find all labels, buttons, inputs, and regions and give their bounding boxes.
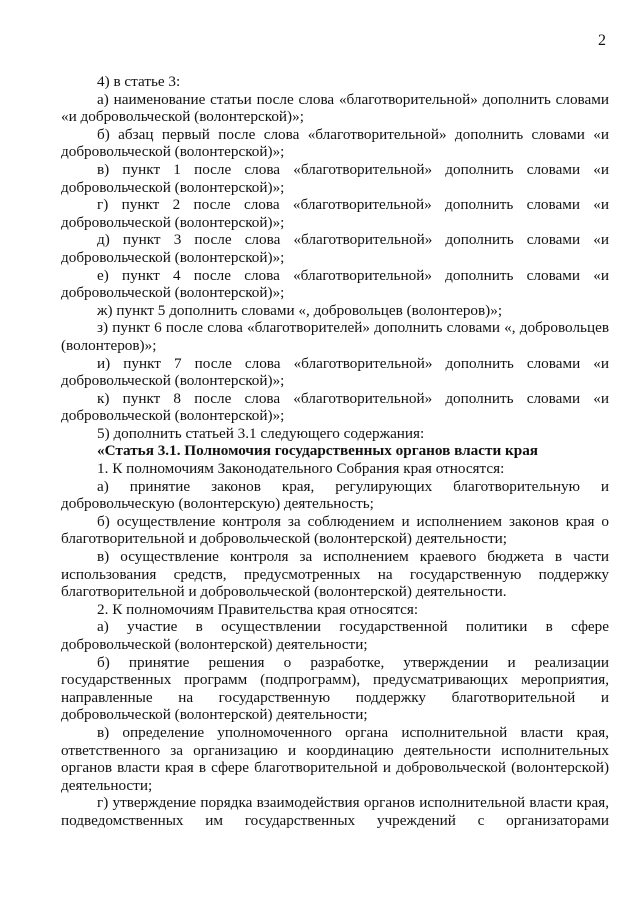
paragraph: 1. К полномочиям Законодательного Собрания края относятся: <box>97 460 505 478</box>
paragraph: в) осуществление контроля за исполнением краевого бюджета в части использования средств, предусмотренных на государственную поддержку благотворительной и добровольческой (волонтерской) деятельности. <box>61 548 609 601</box>
paragraph: 2. К полномочиям Правительства края относятся: <box>97 600 419 618</box>
paragraph: б) принятие решения о разработке, утверждении и реализации государственных программ (подпрограмм), предусматривающих мероприятия, направленные на государственную поддержку благотворительной и добровольческой (волонтерской) деятельности; <box>61 653 609 724</box>
paragraph: г) утверждение порядка взаимодействия органов исполнительной власти края, подведомственных им государственных учреждений с организаторами <box>61 794 609 829</box>
paragraph: в) определение уполномоченного органа исполнительной власти края, ответственного за организацию и координацию деятельности исполнительных органов власти края в сфере благотворительной и добровольческой (волонтерской) деятельности; <box>61 723 609 794</box>
paragraph: к) пункт 8 после слова «благотворительной» дополнить словами «и добровольческой (волонтерской)»; <box>61 389 609 425</box>
paragraph: и) пункт 7 после слова «благотворительной» дополнить словами «и добровольческой (волонтерской)»; <box>61 354 609 390</box>
page-number: 2 <box>598 32 606 49</box>
paragraph: е) пункт 4 после слова «благотворительной» дополнить словами «и добровольческой (волонтерской)»; <box>61 266 609 302</box>
paragraph: ж) пункт 5 дополнить словами «, добровольцев (волонтеров)»; <box>97 301 503 319</box>
article-heading: «Статья 3.1. Полномочия государственных органов власти края <box>97 442 539 460</box>
paragraph: д) пункт 3 после слова «благотворительной» дополнить словами «и добровольческой (волонтерской)»; <box>61 231 609 266</box>
paragraph: а) принятие законов края, регулирующих благотворительную и добровольческую (волонтерскую) деятельность; <box>61 477 609 513</box>
paragraph: в) пункт 1 после слова «благотворительной» дополнить словами «и добровольческой (волонтерской)»; <box>61 160 609 196</box>
paragraph: б) абзац первый после слова «благотворительной» дополнить словами «и добровольческой (волонтерской)»; <box>61 125 609 161</box>
paragraph: 4) в статье 3: <box>97 73 181 90</box>
paragraph: а) участие в осуществлении государственной политики в сфере добровольческой (волонтерской) деятельности; <box>61 618 609 653</box>
document-body <box>61 73 609 830</box>
paragraph: а) наименование статьи после слова «благотворительной» дополнить словами «и добровольческой (волонтерской)»; <box>61 90 609 126</box>
paragraph: з) пункт 6 после слова «благотворителей» дополнить словами «, добровольцев (волонтеров)»; <box>61 319 609 354</box>
paragraph: б) осуществление контроля за соблюдением и исполнением законов края о благотворительной и добровольческой (волонтерской) деятельности; <box>61 512 609 548</box>
paragraph: 5) дополнить статьей 3.1 следующего содержания: <box>97 424 425 442</box>
paragraph: г) пункт 2 после слова «благотворительной» дополнить словами «и добровольческой (волонтерской)»; <box>61 196 609 231</box>
